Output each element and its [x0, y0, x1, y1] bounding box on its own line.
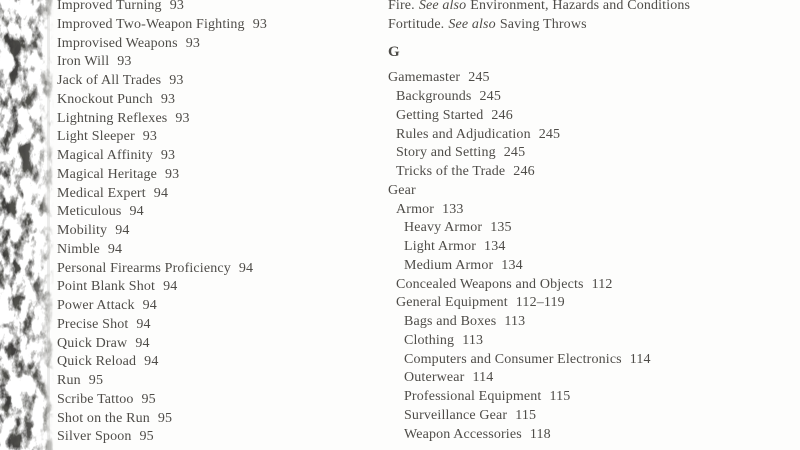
index-entry — [388, 426, 690, 445]
index-entry — [57, 147, 267, 166]
entry-label: Nimble — [57, 241, 100, 257]
entry-label: Gear — [388, 182, 416, 198]
entry-page-number: 113 — [504, 314, 526, 329]
index-entry — [57, 35, 267, 54]
see-also-reference: Saving Throws — [499, 16, 587, 32]
index-column-right — [388, 0, 690, 444]
entry-label: Gamemaster — [388, 70, 461, 86]
entry-label: Improved Turning — [57, 0, 162, 13]
entry-page-number: 95 — [139, 429, 154, 445]
entry-label: Meticulous — [57, 204, 122, 220]
entry-label: Jack of All Trades — [57, 73, 162, 88]
index-entry — [388, 144, 690, 163]
entry-page-number: 134 — [501, 257, 523, 273]
index-entry — [388, 107, 690, 126]
entry-label: Heavy Armor — [404, 220, 483, 236]
index-entry — [388, 294, 690, 313]
entry-page-number: 134 — [484, 239, 506, 254]
entry-label: Silver Spoon — [57, 429, 132, 445]
entry-label: Outerwear — [404, 370, 465, 386]
entry-label: Quick Draw — [57, 335, 128, 351]
entry-page-number: 93 — [160, 91, 176, 107]
entry-page-number: 115 — [515, 407, 537, 423]
entry-page-number: 245 — [503, 145, 526, 161]
index-entry — [57, 335, 267, 354]
entry-label: Bags and Boxes — [404, 314, 497, 329]
index-entry — [57, 166, 267, 185]
index-entry — [57, 410, 267, 429]
entry-page-number: 112–119 — [515, 295, 565, 311]
entry-label: Magical Heritage — [57, 166, 157, 182]
entry-label: Concealed Weapons and Objects — [396, 276, 584, 292]
entry-page-number: 245 — [538, 126, 561, 142]
index-entry — [388, 201, 690, 220]
entry-label: Surveillance Gear — [404, 407, 508, 423]
index-entry — [57, 16, 267, 35]
entry-page-number: 114 — [472, 370, 494, 386]
index-entry — [388, 388, 690, 407]
entry-page-number: 94 — [163, 279, 178, 295]
entry-page-number: 93 — [160, 148, 176, 163]
see-also-label: See also — [448, 16, 496, 32]
entry-page-number: 94 — [142, 298, 157, 313]
entry-page-number: 93 — [169, 73, 184, 88]
page-edge-texture — [0, 0, 54, 450]
index-entry — [57, 185, 267, 204]
see-also-label: See also — [418, 0, 467, 13]
index-entry — [57, 110, 267, 129]
entry-page-number: 246 — [513, 164, 535, 179]
index-entry — [388, 219, 690, 238]
entry-label: Personal Firearms Proficiency — [57, 260, 231, 276]
index-entry — [388, 369, 690, 388]
entry-label: Backgrounds — [396, 89, 472, 104]
entry-label: Quick Reload — [57, 354, 137, 370]
index-entry — [57, 91, 267, 110]
entry-page-number: 112 — [591, 276, 613, 292]
index-entry — [57, 278, 267, 297]
index-entry — [388, 0, 690, 16]
entry-page-number: 93 — [185, 35, 200, 51]
see-also-reference: Environment, Hazards and Conditions — [470, 0, 691, 13]
entry-page-number: 93 — [175, 110, 190, 126]
entry-label: Clothing — [404, 332, 455, 348]
entry-label: Computers and Consumer Electronics — [404, 351, 622, 367]
entry-label: Light Sleeper — [57, 129, 135, 145]
entry-page-number: 94 — [136, 316, 151, 332]
entry-label: Scribe Tattoo — [57, 391, 134, 407]
entry-page-number: 115 — [549, 389, 571, 404]
entry-label: Story and Setting — [396, 145, 496, 161]
entry-label: Power Attack — [57, 298, 135, 313]
entry-label: Run — [57, 373, 81, 388]
entry-label: Medical Expert — [57, 185, 146, 201]
index-column-left — [57, 0, 267, 447]
index-entry — [57, 241, 267, 260]
entry-label: Tricks of the Trade — [396, 164, 506, 179]
entry-label: Light Armor — [404, 239, 477, 254]
index-entry — [57, 260, 267, 279]
entry-page-number: 133 — [442, 201, 464, 217]
index-entry — [388, 16, 690, 35]
entry-page-number: 246 — [491, 107, 513, 123]
index-entry — [57, 72, 267, 91]
index-entry — [57, 353, 267, 372]
entry-page-number: 113 — [462, 332, 484, 348]
index-entry — [57, 372, 267, 391]
index-entry — [388, 238, 690, 257]
entry-page-number: 94 — [129, 204, 144, 220]
entry-page-number: 94 — [238, 260, 254, 276]
entry-page-number: 135 — [490, 220, 512, 236]
index-entry — [57, 391, 267, 410]
index-entry — [388, 88, 690, 107]
entry-page-number: 94 — [107, 241, 123, 257]
entry-page-number: 94 — [115, 223, 130, 238]
entry-page-number: 93 — [169, 0, 184, 13]
index-entry — [57, 222, 267, 241]
entry-page-number: 95 — [141, 391, 156, 407]
index-entry — [388, 182, 690, 201]
entry-page-number: 93 — [164, 166, 180, 182]
entry-label: Point Blank Shot — [57, 279, 156, 295]
entry-label: Fire. — [388, 0, 415, 13]
index-entry — [57, 53, 267, 72]
entry-label: Mobility — [57, 223, 108, 238]
entry-page-number: 114 — [629, 351, 651, 367]
index-entry — [388, 351, 690, 370]
entry-label: Fortitude. — [388, 16, 445, 32]
index-entry — [388, 313, 690, 332]
index-entry — [388, 257, 690, 276]
index-entry — [57, 428, 267, 447]
entry-page-number: 245 — [479, 89, 501, 104]
index-entry — [388, 276, 690, 295]
section-header — [388, 43, 690, 62]
entry-label: Improved Two-Weapon Fighting — [57, 16, 245, 32]
entry-page-number: 94 — [144, 354, 159, 370]
entry-label: Lightning Reflexes — [57, 110, 168, 126]
index-entry — [57, 128, 267, 147]
entry-page-number: 93 — [252, 16, 268, 32]
entry-label: Precise Shot — [57, 316, 129, 332]
index-entry — [57, 203, 267, 222]
entry-page-number: 93 — [117, 54, 132, 70]
entry-label: Rules and Adjudication — [396, 126, 531, 142]
index-entry — [388, 407, 690, 426]
entry-label: Getting Started — [396, 107, 484, 123]
entry-label: Knockout Punch — [57, 91, 153, 107]
entry-label: Magical Affinity — [57, 148, 153, 163]
entry-label: Armor — [396, 201, 435, 217]
entry-page-number: 95 — [88, 373, 104, 388]
entry-label: General Equipment — [396, 295, 508, 311]
entry-label: G — [388, 43, 400, 60]
entry-label: Weapon Accessories — [404, 426, 522, 442]
index-entry — [388, 126, 690, 145]
entry-label: Shot on the Run — [57, 410, 150, 426]
index-entry — [388, 69, 690, 88]
entry-page-number: 93 — [142, 129, 158, 145]
entry-label: Iron Will — [57, 54, 110, 70]
index-entry — [57, 297, 267, 316]
index-entry — [388, 332, 690, 351]
index-entry — [57, 0, 267, 16]
entry-label: Professional Equipment — [404, 389, 542, 404]
entry-page-number: 245 — [468, 70, 490, 86]
entry-page-number: 94 — [135, 335, 150, 351]
entry-label: Improvised Weapons — [57, 35, 178, 51]
entry-page-number: 94 — [153, 185, 169, 201]
entry-label: Medium Armor — [404, 257, 494, 273]
entry-page-number: 118 — [529, 426, 551, 442]
index-entry — [388, 163, 690, 182]
entry-page-number: 95 — [157, 410, 173, 426]
index-entry — [57, 316, 267, 335]
